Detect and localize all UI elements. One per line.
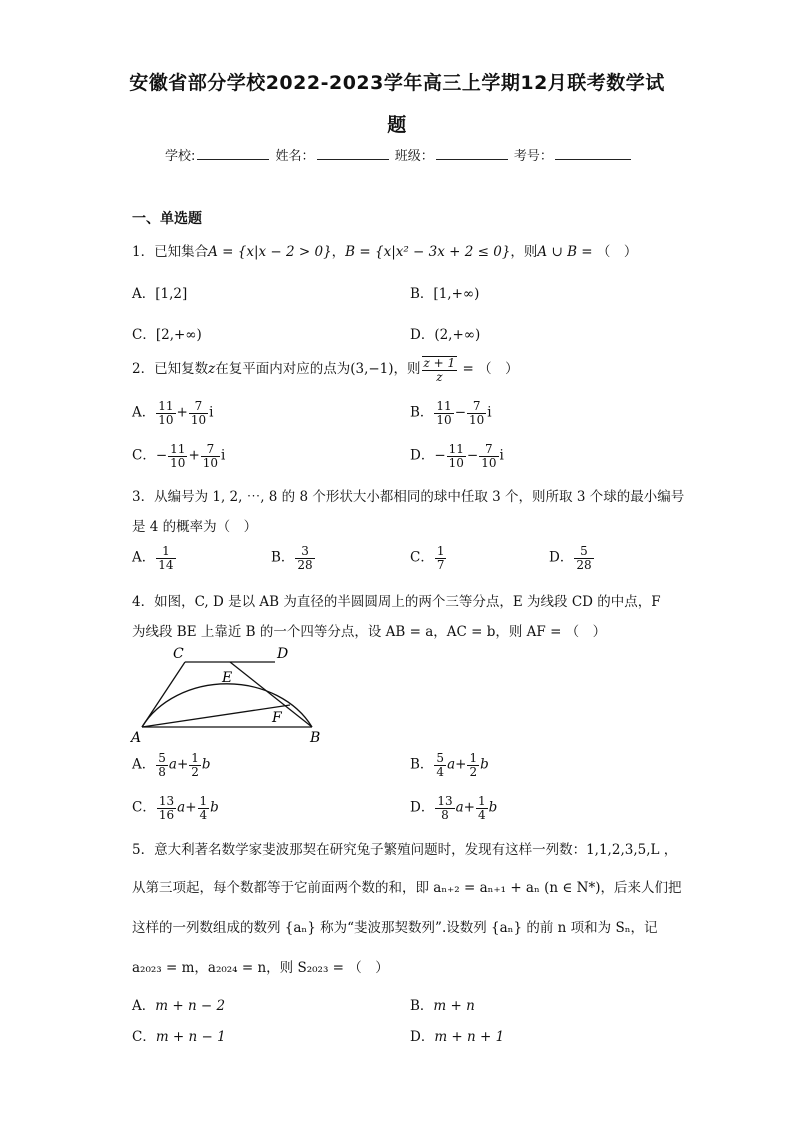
question-4-line1: 4．如图，C, D 是以 AB 为直径的半圆圆周上的两个三等分点，E 为线段 CD 的中点，F [132,594,661,610]
option-label: A． [132,998,156,1014]
q2-option-a[interactable] [132,400,213,426]
frac-den: 8 [158,764,166,779]
frac-den: 10 [448,455,464,470]
frac-num: 7 [479,443,498,457]
option-value: [1,+∞) [433,286,480,302]
fraction [156,752,168,778]
q4-option-d[interactable] [410,795,497,821]
frac-den: 28 [297,557,313,572]
frac-den: 10 [202,455,219,470]
frac-num: 1 [199,794,208,808]
operator: + [176,756,189,773]
frac-num: 11 [448,442,464,456]
frac-num: 5 [574,545,593,559]
operator: + [176,404,188,421]
label-e: E [222,670,233,686]
option-label: C． [132,799,156,816]
label-a: A [131,730,142,746]
fraction [157,795,176,821]
id-label: 考号： [513,149,553,164]
fraction [189,400,208,426]
fraction [156,400,175,426]
question-5-line1: 5．意大利著名数学家斐波那契在研究兔子繁殖问题时，发现有这样一列数：1,1,2,3,5,L ， [132,842,678,858]
class-blank[interactable] [436,145,508,160]
semicircle-figure [125,642,335,747]
name-label: 姓名： [275,149,315,164]
question-1 [132,240,637,260]
fraction [189,752,201,778]
sign: − [434,447,446,464]
q1-option-d[interactable] [410,323,480,343]
frac-den: 28 [576,557,592,572]
q2-point: (3,−1) [350,361,394,378]
option-label: B． [410,286,434,302]
option-value: m + n + 1 [434,1029,505,1045]
frac-den: 10 [170,455,186,470]
option-label: C． [132,1029,156,1045]
vector-a: a [447,756,456,773]
option-label: B． [410,998,434,1014]
q1-ask: ，则 [510,244,538,260]
frac-num: 7 [201,443,220,457]
operator: + [455,756,467,773]
frac-den: 10 [436,412,452,427]
question-4-line2: 为线段 BE 上靠近 B 的一个四等分点，设 AB = a，AC = b，则 AF = （ ） [132,624,607,640]
imag-unit: i [487,404,492,421]
frac-den: 8 [441,807,449,822]
option-label: B． [410,756,434,773]
segment-af [142,705,290,727]
option-label: A． [132,286,156,302]
frac-num: 13 [158,794,175,808]
frac-num: 13 [437,794,453,808]
fraction [479,443,498,469]
operator: − [466,447,479,464]
option-label: D． [410,799,435,816]
option-label: B． [271,549,295,566]
q3-option-b[interactable] [271,545,316,571]
label-c: C [173,646,184,662]
q2-fraction [422,356,458,383]
sign: − [155,447,168,464]
q5-option-d[interactable] [410,1025,504,1045]
frac-num: 1 [469,751,478,765]
frac-num: 11 [158,399,174,413]
question-5-line4: a₂₀₂₃ = m，a₂₀₂₄ = n，则 S₂₀₂₃ = （ ） [132,960,389,976]
vector-b: b [488,799,498,816]
page-title-line2: 题 [387,114,407,136]
vector-a: a [168,756,177,773]
option-label: C． [132,327,156,343]
frac-num: 7 [189,400,208,414]
option-label: D． [410,447,435,464]
q1-sep: ， [331,244,346,260]
option-label: A． [132,549,156,566]
segment-be [230,662,312,727]
imag-unit: i [221,447,226,464]
q1-expr: A ∪ B [537,244,577,260]
q2-option-d[interactable] [410,443,504,469]
frac-den: 10 [481,455,497,470]
fraction [168,443,187,469]
option-label: C． [132,447,156,464]
page-title-line1: 安徽省部分学校2022-2023学年高三上学期12月联考数学试 [129,72,665,94]
q1-option-c[interactable] [132,323,202,343]
q2-frac-num: z + 1 [423,356,456,370]
q3-option-c[interactable] [410,545,447,571]
frac-den: 7 [436,557,445,572]
fraction [295,545,314,571]
frac-num: 1 [436,544,445,558]
fraction [201,443,220,469]
q2-stem: 2．已知复数 [132,361,209,378]
option-value: m + n − 2 [155,998,226,1014]
option-label: D． [410,1029,435,1045]
frac-den: 4 [477,807,486,822]
operator: − [454,404,467,421]
frac-num: 11 [436,399,452,413]
question-5-line2: 从第三项起，每个数都等于它前面两个数的和，即 aₙ₊₂ = aₙ₊₁ + aₙ (n ∈ N*)，后来人们把 [132,880,682,896]
label-f: F [272,710,282,726]
option-label: D． [410,327,435,343]
fraction [467,400,486,426]
q5-option-a[interactable] [132,994,225,1014]
vector-b: b [201,756,211,773]
q1-set-b: B = {x|x² − 3x + 2 ≤ 0} [345,244,511,260]
option-value: m + n − 1 [155,1029,226,1045]
vector-a: a [177,799,186,816]
question-3-line1: 3．从编号为 1, 2, ⋯, 8 的 8 个形状大小都相同的球中任取 3 个，则所取 3 个球的最小编号 [132,489,685,505]
id-blank[interactable] [555,145,631,160]
option-label: A． [132,756,156,773]
frac-den: 4 [199,807,208,822]
frac-num: 11 [170,442,186,456]
q1-tail: = （ ） [577,244,638,260]
question-2 [132,356,519,383]
student-info-line [165,145,633,164]
vector-b: b [210,799,219,816]
fraction [447,443,466,469]
fraction [574,545,593,571]
frac-den: 10 [158,412,174,427]
fraction [476,795,488,821]
operator: + [463,799,475,816]
q2-mid: 在复平面内对应的点为 [215,361,351,378]
vector-a: a [455,799,464,816]
option-value: m + n [433,998,475,1014]
q2-tail: = （ ） [458,361,519,378]
q3-option-a[interactable] [132,545,177,571]
q2-option-c[interactable] [132,443,225,469]
q1-option-a[interactable] [132,282,187,302]
fraction [156,545,175,571]
frac-den: 16 [158,807,175,822]
fraction [435,545,447,571]
frac-den: 2 [469,764,478,779]
question-3-line2: 是 4 的概率为（ ） [132,519,258,535]
q2-var: z [208,361,216,378]
frac-num: 5 [158,751,166,765]
q4-option-b[interactable] [410,752,489,778]
q1-stem: 1．已知集合 [132,244,209,260]
imag-unit: i [209,404,214,421]
q1-set-a: A = {x|x − 2 > 0} [208,244,332,260]
class-label: 班级： [394,149,434,164]
option-label: D． [549,549,574,566]
q1-option-b[interactable] [410,282,479,302]
frac-num: 1 [477,794,486,808]
frac-num: 1 [156,545,175,559]
school-label: 学校: [165,149,196,164]
frac-den: 4 [436,764,445,779]
q4-option-c[interactable] [132,795,219,821]
frac-num: 1 [191,751,199,765]
question-5-line3: 这样的一列数组成的数列 {aₙ} 称为“斐波那契数列”.设数列 {aₙ} 的前 n 项和为 Sₙ，记 [132,920,658,936]
vector-b: b [480,756,489,773]
q2-ask: ，则 [393,361,421,378]
fraction [198,795,210,821]
label-d: D [277,646,289,662]
frac-den: 10 [190,412,207,427]
frac-num: 5 [436,751,445,765]
fraction [434,400,453,426]
fraction [435,795,454,821]
operator: + [185,799,197,816]
option-value: [2,+∞) [155,327,202,343]
frac-den: 2 [191,764,199,779]
q2-frac-den: z [436,369,443,384]
option-value: [1,2] [155,286,188,302]
q5-option-b[interactable] [410,994,475,1014]
name-blank[interactable] [317,145,389,160]
q2-option-b[interactable] [410,400,492,426]
frac-den: 10 [469,412,485,427]
frac-num: 3 [295,545,314,559]
fraction [434,752,446,778]
option-label: A． [132,404,156,421]
label-b: B [310,730,321,746]
school-blank[interactable] [197,145,269,160]
q5-option-c[interactable] [132,1025,226,1045]
q3-option-d[interactable] [549,545,595,571]
imag-unit: i [499,447,504,464]
q4-option-a[interactable] [132,752,211,778]
section-heading: 一、单选题 [132,211,202,227]
option-value: (2,+∞) [434,327,481,343]
operator: + [188,447,200,464]
option-label: B． [410,404,434,421]
option-label: C． [410,549,434,566]
fraction [467,752,479,778]
frac-num: 7 [467,400,486,414]
frac-den: 14 [158,557,174,572]
